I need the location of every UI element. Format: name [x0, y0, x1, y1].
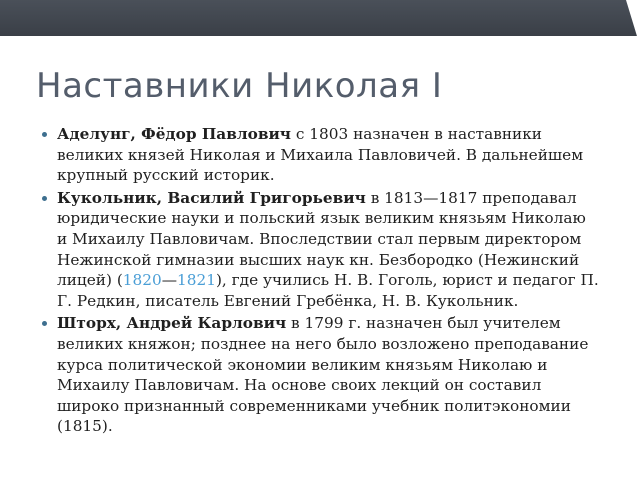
person-description: в 1799 г. назначен был учителем великих княжон; позднее на него было возложено преподавание курса политической экономии великим князьям Николаю и Михаилу Павловичам. На основе своих лекций он составил широко признанный современниками учебник политэкономии (1815).: [57, 314, 589, 436]
slide-content: [40, 124, 600, 439]
bullet-icon: [42, 132, 47, 137]
person-name: Кукольник, Василий Григорьевич: [57, 188, 366, 207]
list-item-kukolnik: [40, 188, 600, 312]
year-link-1821[interactable]: 1821: [177, 271, 216, 290]
list-item-adelung: [40, 124, 600, 186]
page-corner-fold: [626, 0, 640, 46]
year-link-1820[interactable]: 1820: [122, 271, 162, 290]
person-description-cont: ), где учились Н. В. Гоголь, юрист и педагог П. Г. Редкин, писатель Евгений Гребёнка, Н. В. Кукольник.: [57, 271, 599, 310]
person-description: в 1813—1817 преподавал юридические науки и польский язык великим князьям Николаю и Михаилу Павловичам. Впоследствии стал первым директором Нежинской гимназии высших наук кн. Безбородко (Нежинский лицей) (: [57, 188, 586, 290]
list-item-storch: [40, 313, 600, 437]
bullet-icon: [42, 321, 47, 326]
dash: —: [161, 271, 178, 290]
slide-title: Наставники Николая I: [36, 66, 443, 106]
person-name: Шторх, Андрей Карлович: [57, 314, 287, 333]
person-name: Аделунг, Фёдор Павлович: [57, 125, 291, 143]
top-bar: [0, 0, 640, 36]
person-description: с 1803 назначен в наставники великих князей Николая и Михаила Павловичей. В дальнейшем крупный русский историк.: [57, 125, 584, 185]
bullet-icon: [42, 196, 47, 201]
bullet-list: [40, 124, 600, 437]
